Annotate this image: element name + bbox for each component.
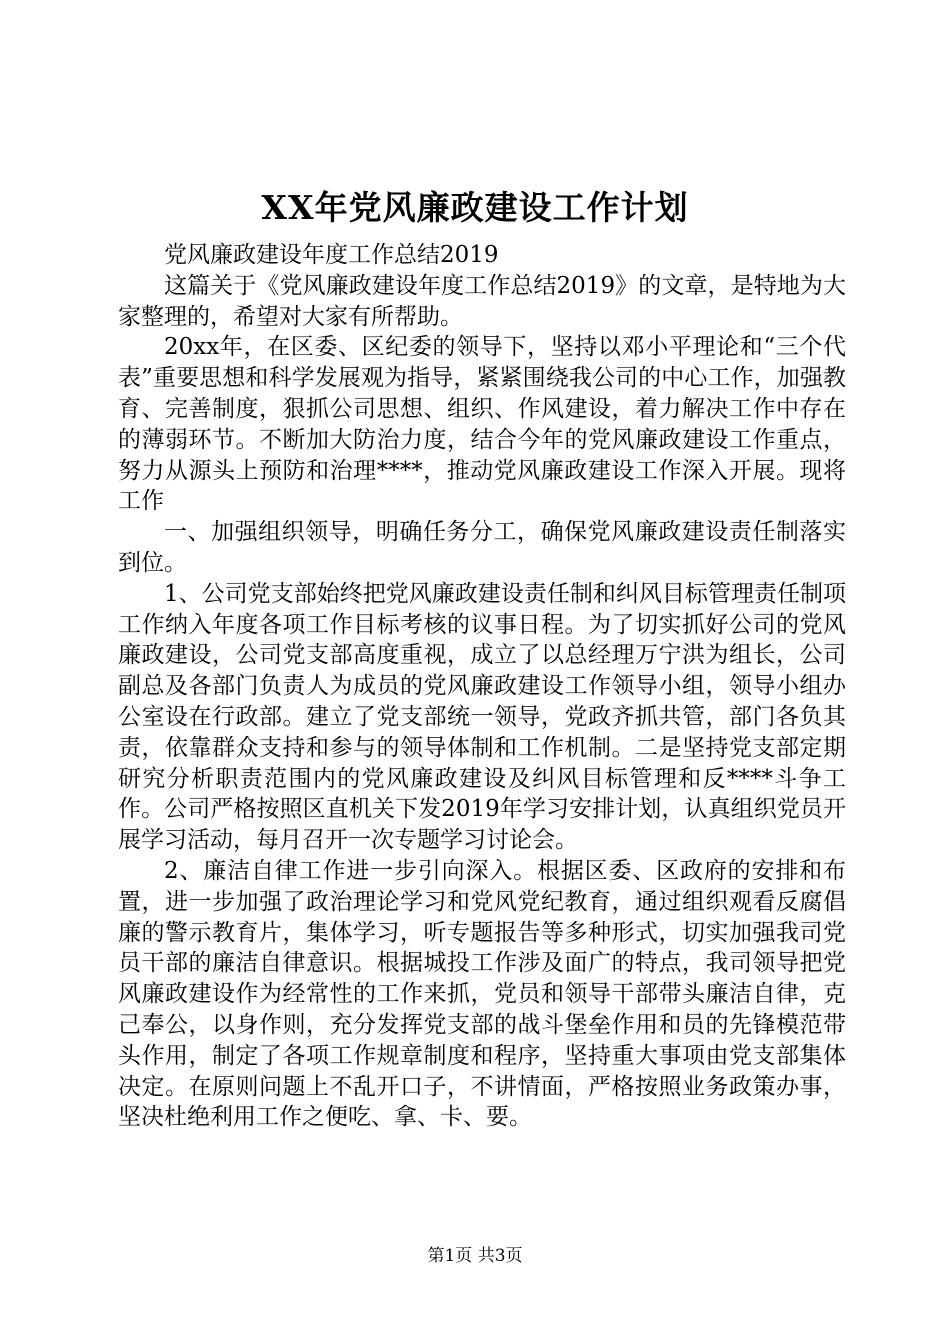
page-number-footer: 第1页 共3页 — [427, 1246, 523, 1266]
paragraph-item-2: 2、廉洁自律工作进一步引向深入。根据区委、区政府的安排和布置，进一步加强了政治理论学习和党风党纪教育，通过组织观看反腐倡廉的警示教育片，集体学习，听专题报告等多种形式，切实加强我司党员干部的廉洁自律意识。根据城投工作涉及面广的特点，我司领导把党风廉政建设作为经常性的工作来抓，党员和领导干部带头廉洁自律，克己奉公，以身作则，充分发挥党支部的战斗堡垒作用和员的先锋模范带头作用，制定了各项工作规章制度和程序，坚持重大事项由党支部集体决定。在原则问题上不乱开口子，不讲情面，严格按照业务政策办事，坚决杜绝利用工作之便吃、拿、卡、要。 — [118, 857, 846, 1131]
paragraph-intro: 这篇关于《党风廉政建设年度工作总结2019》的文章，是特地为大家整理的，希望对大家有所帮助。 — [118, 272, 846, 330]
document-body — [118, 240, 846, 1133]
paragraph-subtitle: 党风廉政建设年度工作总结2019 — [164, 242, 499, 268]
paragraph-section-heading: 一、加强组织领导，明确任务分工，确保党风廉政建设责任制落实到位。 — [118, 519, 846, 576]
paragraph-item-1: 1、公司党支部始终把党风廉政建设责任制和纠风目标管理责任制项工作纳入年度各项工作目标考核的议事日程。为了切实抓好公司的党风廉政建设，公司党支部高度重视，成立了以总经理万宁洪为组长，公司副总及各部门负责人为成员的党风廉政建设工作领导小组，领导小组办公室设在行政部。建立了党支部统一领导，党政齐抓共管，部门各负其责，依靠群众支持和参与的领导体制和工作机制。二是坚持党支部定期研究分析职责范围内的党风廉政建设及纠风目标管理和反****斗争工作。公司严格按照区直机关下发2019年学习安排计划，认真组织党员开展学习活动，每月召开一次专题学习讨论会。 — [118, 580, 846, 854]
document-title: XX年党风廉政建设工作计划 — [261, 188, 689, 227]
paragraph-overview: 20xx年，在区委、区纪委的领导下，坚持以邓小平理论和“三个代表”重要思想和科学发展观为指导，紧紧围绕我公司的中心工作，加强教育、完善制度，狠抓公司思想、组织、作风建设，着力解决工作中存在的薄弱环节。不断加大防治力度，结合今年的党风廉政建设工作重点，努力从源头上预防和治理****，推动党风廉政建设工作深入开展。现将工作 — [118, 334, 846, 515]
